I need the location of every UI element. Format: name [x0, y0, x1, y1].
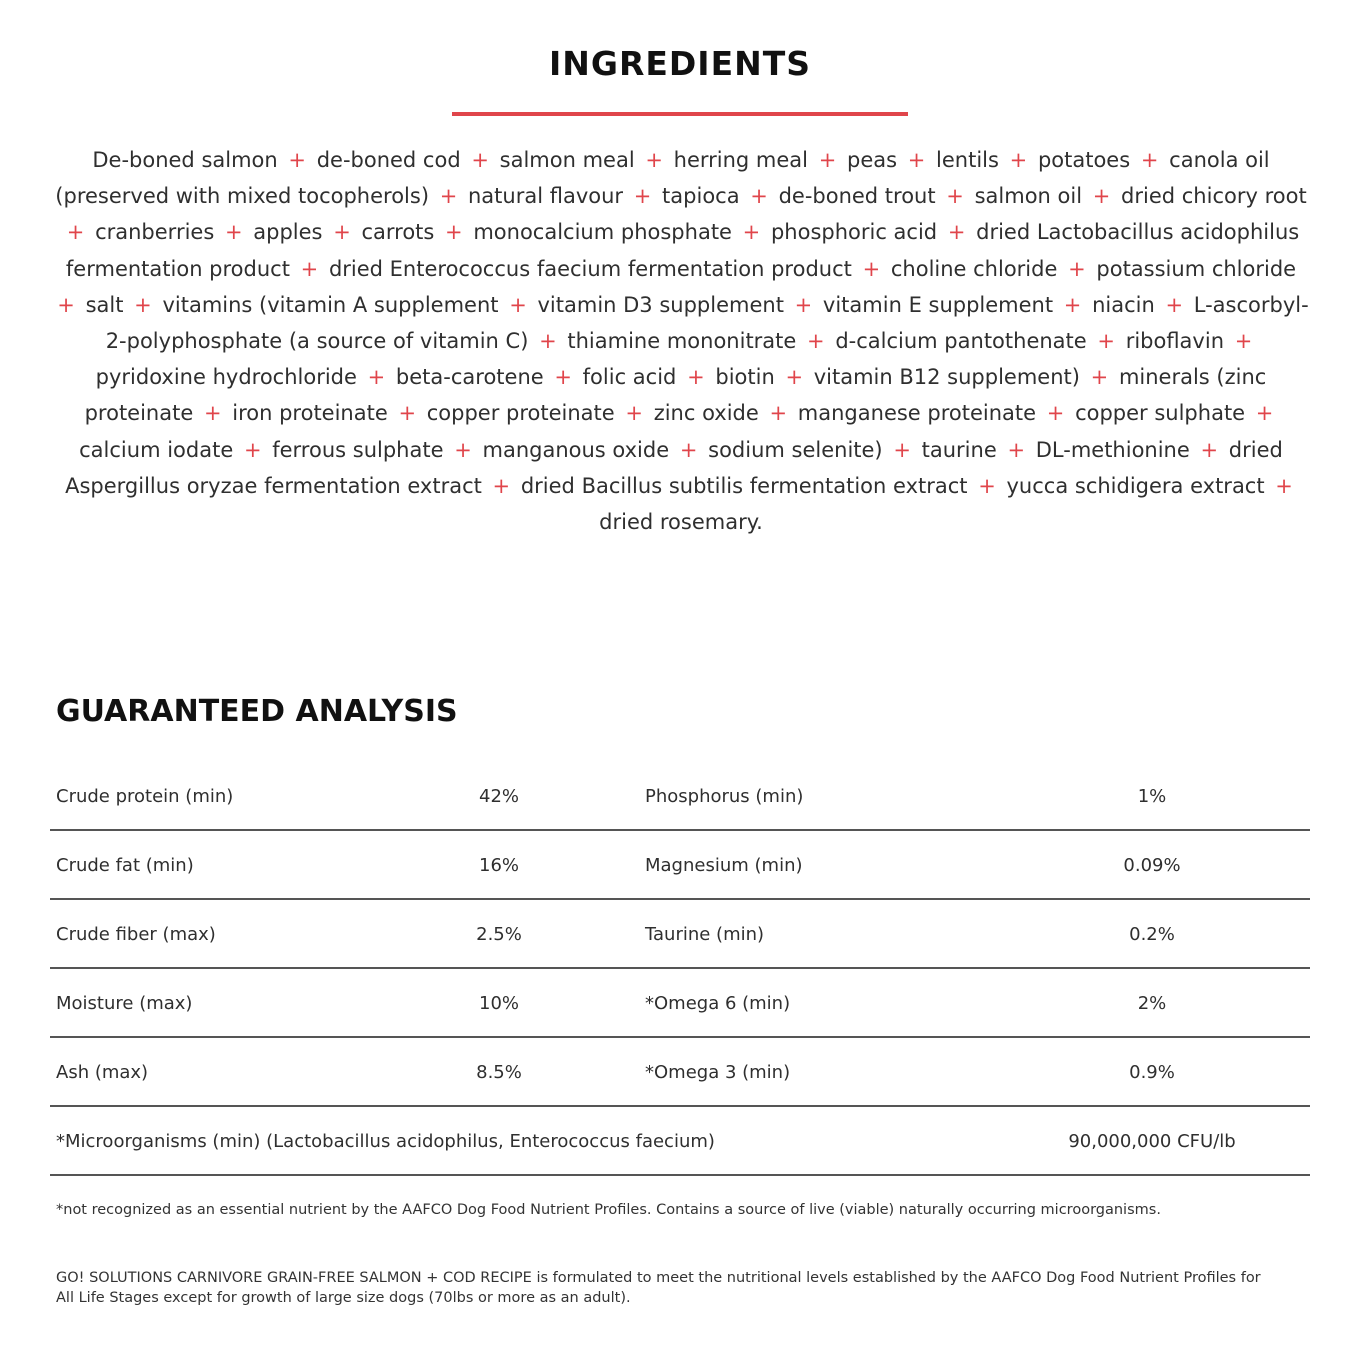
plus-separator: + — [862, 256, 881, 281]
ingredient-item: vitamin B12 supplement) — [813, 365, 1080, 390]
table-row — [50, 969, 1310, 1038]
plus-separator: + — [57, 292, 75, 317]
ingredient-item: vitamin D3 supplement — [537, 292, 784, 317]
table-row — [50, 831, 1310, 900]
plus-separator: + — [224, 220, 243, 245]
nutrient-label: Phosphorus (min) — [645, 786, 804, 807]
ingredient-item: riboflavin — [1125, 329, 1225, 354]
nutrient-value: 0.09% — [1123, 855, 1181, 876]
ingredient-item: dried Enterococcus faecium fermentation product — [328, 256, 852, 281]
ingredient-item: copper proteinate — [426, 401, 615, 426]
plus-separator: + — [625, 401, 644, 426]
analysis-table — [50, 762, 1310, 1176]
plus-separator: + — [454, 437, 472, 462]
ingredient-item: salmon oil — [974, 184, 1083, 209]
ingredient-item: ferrous sulphate — [272, 437, 444, 462]
ingredient-item: vitamin E supplement — [822, 292, 1054, 317]
ingredient-item: canola oil (preserved with mixed tocopherols) — [55, 148, 1270, 209]
ingredient-item: tapioca — [662, 184, 740, 209]
table-row — [50, 762, 1310, 831]
plus-separator: + — [978, 473, 996, 498]
ingredient-item: de-boned cod — [316, 148, 461, 172]
plus-separator: + — [1200, 437, 1219, 462]
ingredient-item: herring meal — [673, 148, 808, 172]
table-row-microorganisms — [50, 1107, 1310, 1176]
plus-separator: + — [907, 148, 926, 172]
ingredient-item: de-boned trout — [778, 184, 936, 209]
ingredient-item: apples — [253, 220, 323, 245]
table-row — [50, 900, 1310, 969]
plus-separator: + — [243, 437, 262, 462]
plus-separator: + — [471, 148, 489, 172]
plus-separator: + — [1140, 148, 1159, 172]
ingredient-item: calcium iodate — [79, 437, 234, 462]
ingredient-item: dried rosemary. — [599, 510, 763, 535]
microorganisms-label: *Microorganisms (min) (Lactobacillus acidophilus, Enterococcus faecium) — [56, 1131, 715, 1152]
plus-separator: + — [1063, 292, 1082, 317]
nutrient-value: 2% — [1137, 993, 1167, 1014]
nutrient-label: *Omega 3 (min) — [645, 1062, 791, 1083]
ingredient-item: potassium chloride — [1096, 256, 1297, 281]
ingredient-item: salt — [85, 292, 124, 317]
ingredients-divider — [452, 112, 908, 116]
plus-separator: + — [633, 184, 652, 209]
plus-separator: + — [679, 437, 698, 462]
ingredient-item: monocalcium phosphate — [473, 220, 732, 245]
plus-separator: + — [509, 292, 527, 317]
plus-separator: + — [946, 184, 964, 209]
plus-separator: + — [1165, 292, 1184, 317]
plus-separator: + — [645, 148, 663, 172]
ingredient-item: De-boned salmon — [92, 148, 278, 172]
ingredient-item: thiamine mononitrate — [567, 329, 797, 354]
ingredient-item: lentils — [936, 148, 999, 172]
ingredient-item: dried Bacillus subtilis fermentation extract — [520, 473, 968, 498]
nutrient-value: 8.5% — [476, 1062, 522, 1083]
microorganisms-value: 90,000,000 CFU/lb — [1068, 1131, 1236, 1152]
plus-separator: + — [1092, 184, 1111, 209]
ingredient-item: niacin — [1092, 292, 1155, 317]
ingredient-item: salmon meal — [499, 148, 635, 172]
ingredient-item: vitamins (vitamin A supplement — [162, 292, 499, 317]
plus-separator: + — [66, 220, 85, 245]
plus-separator: + — [947, 220, 966, 245]
plus-separator: + — [742, 220, 761, 245]
ingredient-item: dried Lactobacillus acidophilus fermentation product — [65, 220, 1300, 281]
nutrient-label: Magnesium (min) — [645, 855, 803, 876]
ingredient-item: d-calcium pantothenate — [835, 329, 1087, 354]
ingredient-item: carrots — [361, 220, 435, 245]
ingredient-item: taurine — [921, 437, 997, 462]
plus-separator: + — [769, 401, 788, 426]
ingredient-item: zinc oxide — [653, 401, 759, 426]
ingredient-item: manganese proteinate — [797, 401, 1037, 426]
ingredient-item: biotin — [715, 365, 775, 390]
ingredient-item: sodium selenite) — [708, 437, 883, 462]
plus-separator: + — [1097, 329, 1115, 354]
plus-separator: + — [1234, 329, 1253, 354]
nutrient-label: Crude fat (min) — [56, 855, 194, 876]
plus-separator: + — [439, 184, 458, 209]
ingredient-item: manganous oxide — [482, 437, 670, 462]
ingredient-item: L-ascorbyl-2-polyphosphate (a source of vitamin C) — [105, 292, 1309, 354]
nutrient-label: *Omega 6 (min) — [645, 993, 791, 1014]
plus-separator: + — [785, 365, 804, 390]
plus-separator: + — [750, 184, 768, 209]
ingredient-item: iron proteinate — [232, 401, 388, 426]
nutrient-label: Moisture (max) — [56, 993, 193, 1014]
plus-separator: + — [1009, 148, 1028, 172]
nutrient-value: 1% — [1137, 786, 1167, 807]
plus-separator: + — [300, 256, 319, 281]
plus-separator: + — [1068, 256, 1086, 281]
plus-separator: + — [1255, 401, 1274, 426]
nutrient-value: 0.2% — [1129, 924, 1175, 945]
ingredients-list — [50, 142, 1312, 540]
plus-separator: + — [1090, 365, 1109, 390]
plus-separator: + — [1046, 401, 1065, 426]
ingredient-item: dried Aspergillus oryzae fermentation extract — [65, 437, 1283, 498]
plus-separator: + — [492, 473, 511, 498]
ingredient-item: choline chloride — [890, 256, 1058, 281]
nutrient-value: 16% — [478, 855, 520, 876]
nutrient-value: 10% — [478, 993, 520, 1014]
plus-separator: + — [1007, 437, 1026, 462]
ingredient-item: DL-methionine — [1035, 437, 1190, 462]
nutrient-value: 0.9% — [1129, 1062, 1175, 1083]
ingredient-item: peas — [846, 148, 898, 172]
aafco-footnote: *not recognized as an essential nutrient by the AAFCO Dog Food Nutrient Profiles. Contains a source of live (viable) naturally occurring microorganisms. — [56, 1202, 1161, 1218]
plus-separator: + — [203, 401, 222, 426]
nutrient-value: 42% — [478, 786, 520, 807]
table-row — [50, 1038, 1310, 1107]
ingredient-item: phosphoric acid — [770, 220, 938, 245]
plus-separator: + — [398, 401, 417, 426]
ingredients-title: INGREDIENTS — [548, 44, 812, 83]
plus-separator: + — [333, 220, 351, 245]
plus-separator: + — [288, 148, 306, 172]
plus-separator: + — [134, 292, 152, 317]
ingredient-item: potatoes — [1037, 148, 1131, 172]
ingredient-item: dried chicory root — [1121, 184, 1307, 209]
plus-separator: + — [807, 329, 825, 354]
ingredient-item: natural flavour — [468, 184, 624, 209]
nutrient-label: Crude protein (min) — [56, 786, 234, 807]
guaranteed-analysis-title: GUARANTEED ANALYSIS — [56, 694, 458, 729]
ingredient-item: folic acid — [582, 365, 677, 390]
nutrient-label: Taurine (min) — [645, 924, 765, 945]
plus-separator: + — [893, 437, 911, 462]
plus-separator: + — [554, 365, 572, 390]
ingredient-item: beta-carotene — [395, 365, 544, 390]
plus-separator: + — [1275, 473, 1293, 498]
plus-separator: + — [687, 365, 705, 390]
nutrient-value: 2.5% — [476, 924, 522, 945]
ingredient-item: copper sulphate — [1075, 401, 1246, 426]
plus-separator: + — [818, 148, 837, 172]
ingredient-item: minerals (zinc proteinate — [84, 365, 1267, 426]
plus-separator: + — [367, 365, 386, 390]
plus-separator: + — [539, 329, 557, 354]
ingredient-item: cranberries — [95, 220, 215, 245]
nutrient-label: Crude fiber (max) — [56, 924, 216, 945]
ingredient-item: yucca schidigera extract — [1006, 473, 1265, 498]
plus-separator: + — [445, 220, 463, 245]
ingredient-item: pyridoxine hydrochloride — [95, 365, 357, 390]
aafco-statement: GO! SOLUTIONS CARNIVORE GRAIN-FREE SALMON + COD RECIPE is formulated to meet the nutritional levels established by the AAFCO Dog Food Nutrient Profiles for All Life Stages except for growth of large size dogs (70lbs or more as an adult). — [56, 1270, 1261, 1306]
nutrient-label: Ash (max) — [56, 1062, 149, 1083]
plus-separator: + — [794, 292, 813, 317]
